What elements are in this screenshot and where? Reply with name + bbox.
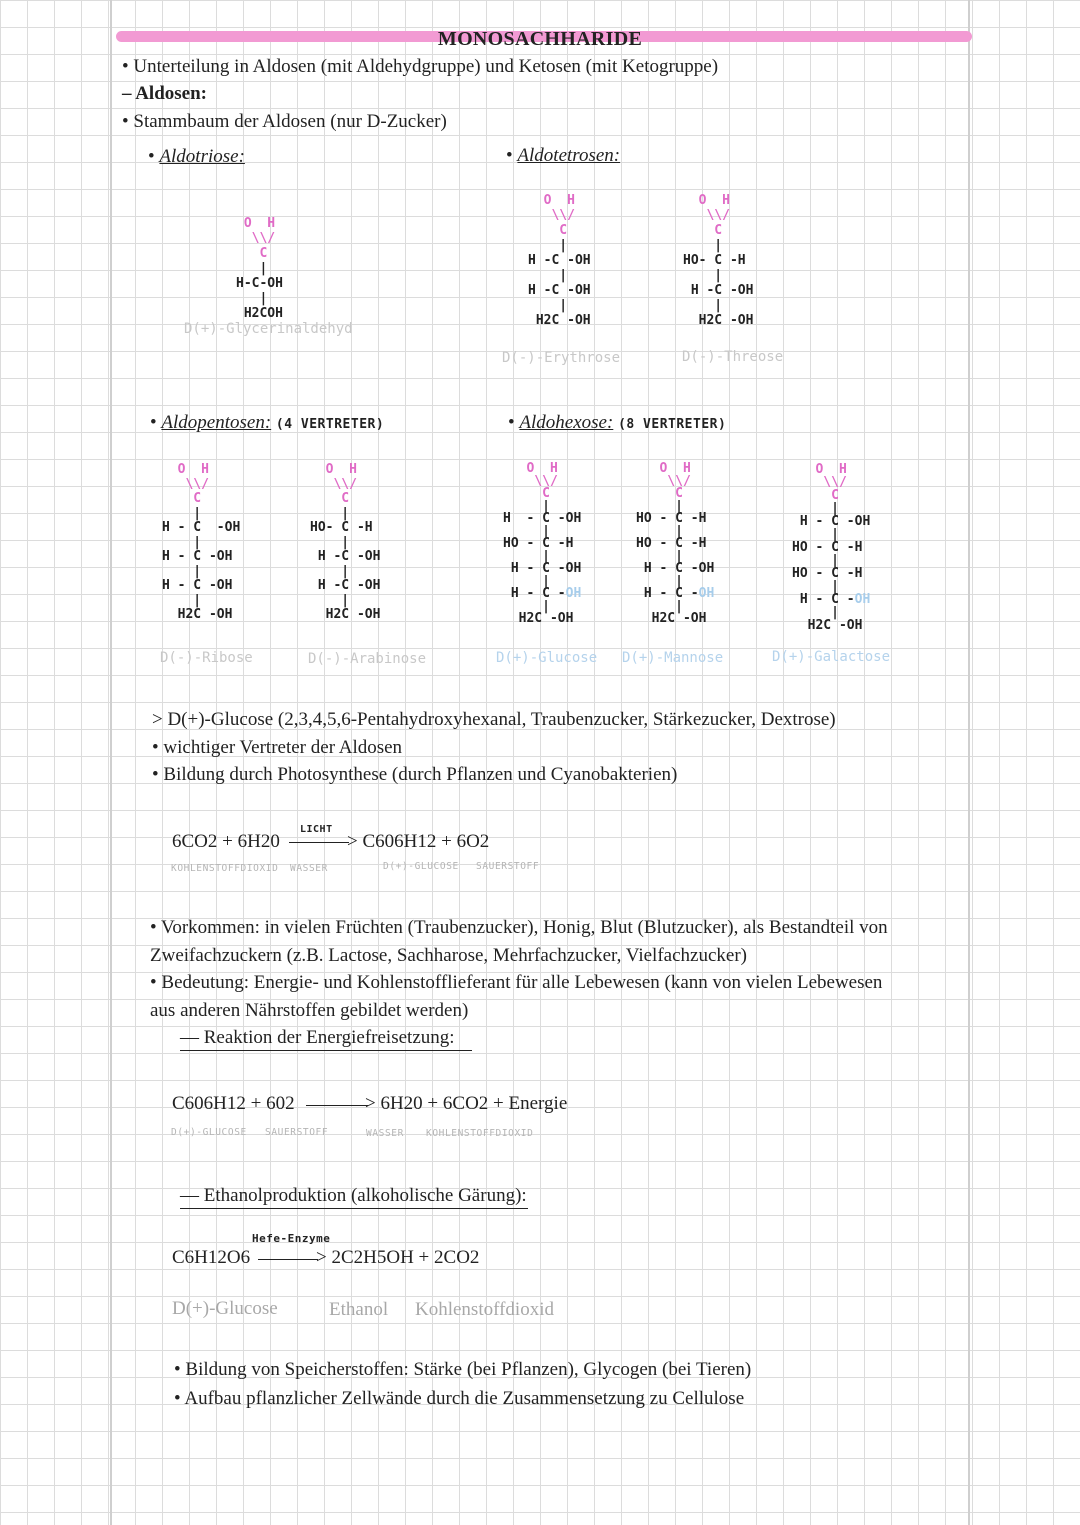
left-margin-line [110,0,112,1525]
label-wasser-2: WASSER [366,1128,404,1139]
mannose-label: D(+)-Mannose [622,650,724,666]
aldotriose-heading-text: Aldotriose: [159,146,245,167]
label-kohlenstoffdioxid-2: KOHLENSTOFFDIOXID [426,1128,534,1139]
label-glucose-3: D(+)-Glucose [172,1298,278,1319]
fermentation-reactant: C6H12O6 [172,1247,251,1268]
arabinose-structure: O H \\/ C | HO- C -H | H -C -OH | H -C -OH | H2C -OH [310,462,381,622]
glucose-label: D(+)-Glucose [496,650,598,666]
occurrence-line-4: aus anderen Nährstoffen gebildet werden) [150,1000,469,1021]
galactose-label: D(+)-Galactose [772,649,891,665]
aldotriose-heading: • Aldotriose: [148,146,245,167]
aldohexose-heading-text: Aldohexose: [519,412,614,433]
glucose-info-line-1: > D(+)-Glucose (2,3,4,5,6-Pentahydroxyhexanal, Traubenzucker, Stärkezucker, Dextrose) [152,709,836,730]
intro-line-3: • Stammbaum der Aldosen (nur D-Zucker) [122,111,447,132]
label-ethanol: Ethanol [329,1299,389,1320]
aldohexose-note: (8 VERTRETER) [618,417,727,432]
label-sauerstoff-2: SAUERSTOFF [265,1127,329,1138]
fermentation-arrow-line [258,1259,318,1260]
glucose-structure: O H \\/ C | H - C -OH | HO - C -H | H - C -OH | H - C -OH | H2C -OH [503,461,582,626]
fermentation-subheading: — Ethanolproduktion (alkoholische Gärung): [180,1185,528,1209]
respiration-reactants: C606H12 + 602 [172,1093,295,1114]
occurrence-line-3: • Bedeutung: Energie- und Kohlenstofflieferant für alle Lebewesen (kann von vielen Lebewesen [150,972,883,993]
label-glucose-1: D(+)-GLUCOSE [383,861,459,872]
glycerinaldehyd-label: D(+)-Glycerinaldehyd [184,321,353,337]
respiration-arrow-line [306,1105,368,1106]
photosynthesis-condition: LICHT [300,824,333,835]
page-title: MONOSACHHARIDE [437,28,643,50]
mannose-structure: O H \\/ C | HO - C -H | HO - C -H | H - C -OH | H - C -OH | H2C -OH [636,461,715,626]
photosynthesis-arrow-line [289,842,349,843]
photosynthesis-reactants: 6CO2 + 6H20 [172,831,280,852]
intro-line-1: • Unterteilung in Aldosen (mit Aldehydgruppe) und Ketosen (mit Ketogruppe) [122,56,719,77]
photosynthesis-products: > C606H12 + 6O2 [347,831,490,852]
occurrence-line-2: Zweifachzuckern (z.B. Lactose, Sachharose, Mehrfachzucker, Vielfachzucker) [150,945,747,966]
right-margin-line [968,0,970,1525]
ribose-structure: O H \\/ C | H - C -OH | H - C -OH | H - C -OH | H2C -OH [162,462,241,622]
label-kohlenstoffdioxid-1: KOHLENSTOFFDIOXID [171,863,279,874]
label-sauerstoff-1: SAUERSTOFF [476,861,540,872]
glucose-info-line-2: • wichtiger Vertreter der Aldosen [152,737,403,758]
label-kohlenstoffdioxid-3: Kohlenstoffdioxid [415,1299,554,1320]
glucose-info-line-3: • Bildung durch Photosynthese (durch Pflanzen und Cyanobakterien) [152,764,678,785]
glycerinaldehyd-structure: O H \\/ C | H-C-OH | H2COH [236,216,283,321]
threose-label: D(-)-Threose [682,349,784,365]
aldopentosen-heading-text: Aldopentosen: [161,412,272,433]
aldopentosen-note: (4 VERTRETER) [275,417,385,432]
arabinose-label: D(-)-Arabinose [308,651,427,667]
label-wasser-1: WASSER [290,863,328,874]
aldotetrosen-heading: • Aldotetrosen: [506,145,621,166]
fermentation-condition: Hefe-Enzyme [252,1232,331,1245]
fermentation-products: > 2C2H5OH + 2CO2 [316,1247,480,1268]
energy-release-subheading: — Reaktion der Energiefreisetzung: [180,1027,472,1051]
aldohexose-heading: • Aldohexose: (8 VERTRETER) [508,412,727,433]
ribose-label: D(-)-Ribose [160,650,253,666]
erythrose-label: D(-)-Erythrose [502,350,621,366]
occurrence-line-1: • Vorkommen: in vielen Früchten (Traubenzucker), Honig, Blut (Blutzucker), als Bestandteil von [150,917,888,938]
storage-line-2: • Aufbau pflanzlicher Zellwände durch die Zusammensetzung zu Cellulose [174,1388,745,1409]
storage-line-1: • Bildung von Speicherstoffen: Stärke (bei Pflanzen), Glycogen (bei Tieren) [174,1359,752,1380]
label-glucose-2: D(+)-GLUCOSE [171,1127,247,1138]
galactose-structure: O H \\/ C | H - C -OH | HO - C -H | HO - C -H | H - C -OH | H2C -OH [792,462,871,633]
erythrose-structure: O H \\/ C | H -C -OH | H -C -OH | H2C -OH [528,193,591,328]
aldotetrosen-heading-text: Aldotetrosen: [517,145,621,166]
intro-line-2: – Aldosen: [122,83,207,104]
respiration-products: > 6H20 + 6CO2 + Energie [365,1093,568,1114]
aldopentosen-heading: • Aldopentosen: (4 VERTRETER) [150,412,385,433]
threose-structure: O H \\/ C | HO- C -H | H -C -OH | H2C -OH [683,193,754,328]
